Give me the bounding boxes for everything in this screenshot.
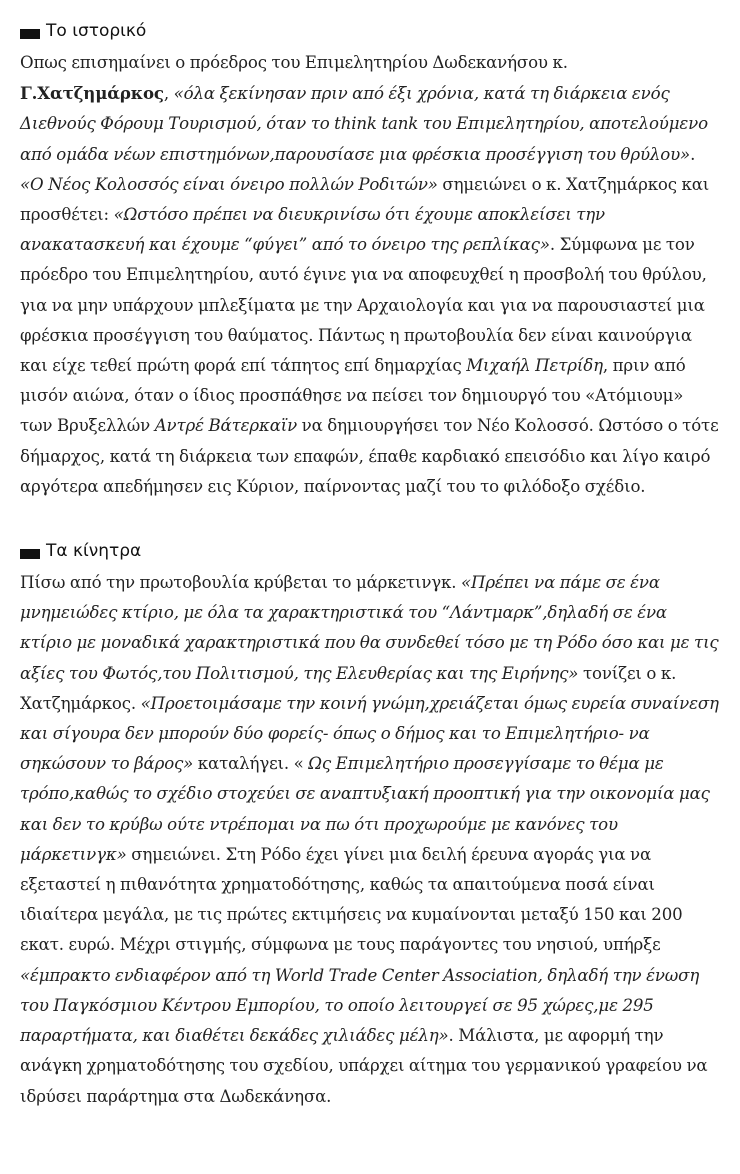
text-run: . Σύμφωνα με τον πρόεδρο του Επιμελητηρίου, αυτό έγινε για να αποφευχθεί η προσβολή του θρύλου, για να μην υπάρχουν μπλεξίματα με την Αρχαιολογία και για να παρουσιαστεί μια φρέσκια προσέγγιση του θαύματος. Πάντως η πρωτοβουλία δεν είναι καινούργια και είχε τεθεί πρώτη φορά επί τάπητος επί δημαρχίας (20, 235, 707, 376)
heading-square-icon (20, 549, 40, 559)
italic-quote: «Πρέπει να πάμε σε ένα μνημειώδες κτίριο, με όλα τα χαρακτηριστικά του “Λάντμαρκ”,δηλαδή σε ένα κτίριο με μοναδικά χαρακτηριστικά που θα συνδεθεί τόσο με τη Ρόδο όσο και με τις αξίες του Φωτός,του Πολιτισμού, της Ελευθερίας και της Ειρήνης» (20, 573, 719, 683)
section-history (20, 18, 720, 502)
section-heading (20, 538, 720, 564)
section-heading (20, 18, 720, 44)
bold-name: Γ.Χατζημάρκος (20, 83, 164, 104)
italic-quote: Μιχαήλ Πετρίδη (466, 356, 603, 376)
heading-square-icon (20, 29, 40, 39)
text-run: Πίσω από την πρωτοβουλία κρύβεται το μάρκετινγκ. (20, 573, 461, 593)
text-run: . (690, 144, 696, 164)
text-run: , (163, 84, 174, 104)
italic-quote: «Ο Νέος Κολοσσός είναι όνειρο πολλών Ροδιτών» (20, 174, 438, 194)
text-run: σημειώνει. Στη Ρόδο έχει γίνει μια δειλή έρευνα αγοράς για να εξεταστεί η πιθανότητα χρηματοδότησης, καθώς τα απαιτούμενα ποσά είναι ιδιαίτερα μεγάλα, με τις πρώτες εκτιμήσεις να κυμαίνονται μεταξύ 150 και 200 εκατ. ευρώ. Μέχρι στιγμής, σύμφωνα με τους παράγοντες του νησιού, υπήρξε (20, 844, 683, 955)
section-paragraph (20, 568, 720, 1112)
italic-quote: «Ωστόσο πρέπει να διευκρινίσω ότι έχουμε αποκλείσει την ανακατασκευή και έχουμε “φύγει” από το όνειρο της ρεπλίκας» (20, 205, 605, 255)
italic-quote: «έμπρακτο ενδιαφέρον από τη World Trade Center Association, δηλαδή την ένωση του Παγκόσμιου Κέντρου Εμπορίου, το οποίο λειτουργεί σε 95 χώρες,με 295 παραρτήματα, και διαθέτει δεκάδες χιλιάδες μέλη» (20, 965, 700, 1046)
italic-quote: «όλα ξεκίνησαν πριν από έξι χρόνια, κατά τη διάρκεια ενός Διεθνούς Φόρουμ Τουρισμού, όταν το think tank του Επιμελητηρίου, αποτελούμενο από ομάδα νέων επιστημόνων,παρουσίασε μια φρέσκια προσέγγιση του θρύλου» (20, 84, 708, 164)
text-run: Οπως επισημαίνει ο πρόεδρος του Επιμελητηρίου Δωδεκανήσου κ. (20, 53, 568, 72)
text-run: . Μάλιστα, με αφορμή την ανάγκη χρηματοδότησης του σχεδίου, υπάρχει αίτημα του γερμανικού γραφείου να ιδρύσει παράρτημα στα Δωδεκάνησα. (20, 1026, 708, 1106)
section-heading-text: Το ιστορικό (46, 21, 147, 41)
section-incentives (20, 538, 720, 1112)
text-run: καταλήγει. « (193, 754, 309, 774)
section-paragraph (20, 48, 720, 502)
italic-quote: Ως Επιμελητήριο προσεγγίσαμε το θέμα με τρόπο,καθώς το σχέδιο στοχεύει σε αναπτυξιακή προοπτική για την οικονομία μας και δεν το κρύβω ούτε ντρέπομαι να πω ότι προχωρούμε με κανόνες του μάρκετινγκ» (20, 754, 710, 864)
text-run: σημειώνει ο κ. Χατζημάρκος και προσθέτει: (20, 174, 710, 225)
italic-quote: «Προετοιμάσαμε την κοινή γνώμη,χρειάζεται όμως ευρεία συναίνεση και σίγουρα δεν μπορούν δύο φορείς- όπως ο δήμος και το Επιμελητήριο- να σηκώσουν το βάρος» (20, 693, 719, 774)
text-run: να δημιουργήσει τον Νέο Κολοσσό. Ωστόσο ο τότε δήμαρχος, κατά τη διάρκεια των επαφών, έπαθε καρδιακό επεισόδιο και λίγο καιρό αργότερα απεδήμησεν εις Κύριον, παίρνοντας μαζί του το φιλόδοξο σχέδιο. (20, 416, 719, 496)
italic-quote: Αντρέ Βάτερκαϊν (154, 416, 298, 436)
section-heading-text: Τα κίνητρα (46, 541, 142, 562)
text-run: , πριν από μισόν αιώνα, όταν ο ίδιος προσπάθησε να πείσει τον δημιουργό του «Ατόμιουμ» των Βρυξελλών (20, 356, 686, 436)
text-run: τονίζει ο κ. Χατζημάρκος. (20, 663, 677, 713)
